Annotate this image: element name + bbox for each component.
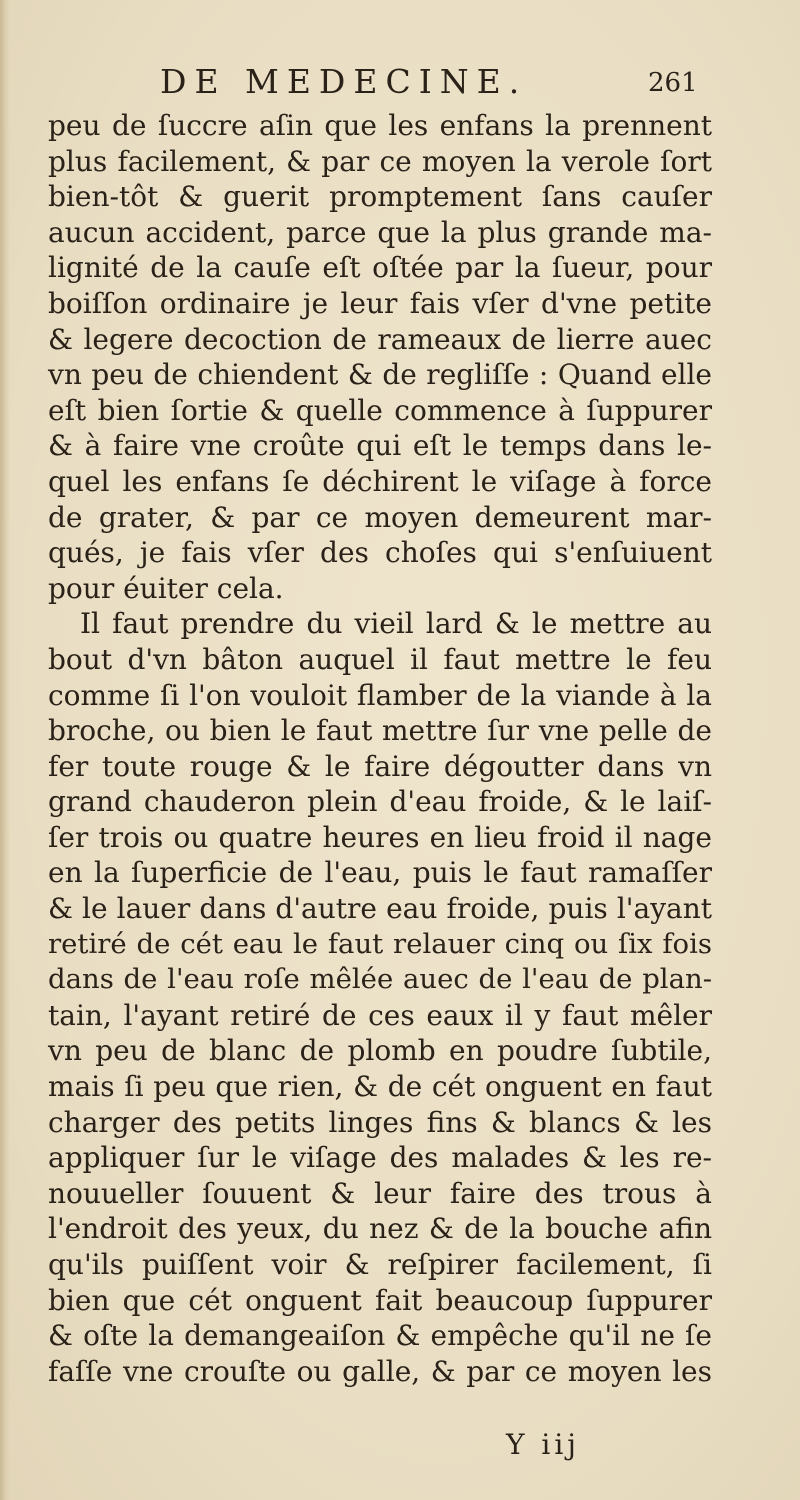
text-line: bien-tôt & guerit promptement ſans cauſer [48, 180, 712, 214]
text-line: quel les enfans ſe déchirent le viſage à force [48, 464, 712, 498]
text-line: tain, l'ayant retiré de ces eaux il y faut mêler [48, 998, 712, 1032]
text-line: vn peu de chiendent & de regliſſe : Quand elle [48, 358, 712, 392]
text-line: ſer trois ou quatre heures en lieu froid il nage [48, 820, 712, 854]
text-line: & legere decoction de rameaux de lierre auec [48, 322, 712, 356]
text-line: plus facilement, & par ce moyen la verole ſort [48, 144, 712, 178]
signature-mark: Y iij [506, 1428, 580, 1461]
text-line: eſt bien ſortie & quelle commence à ſuppurer [48, 393, 712, 427]
body-text [48, 108, 712, 1408]
text-line: fer toute rouge & le faire dégoutter dans vn [48, 749, 712, 783]
text-line: boiſſon ordinaire je leur fais vſer d'vne petite [48, 286, 712, 320]
text-line: nouueller ſouuent & leur faire des trous à [48, 1176, 712, 1210]
text-line: grand chauderon plein d'eau froide, & le laiſ- [48, 785, 712, 819]
text-line: retiré de cét eau le faut relauer cinq ou ſix fois [48, 927, 712, 960]
text-line: qués, je fais vſer des choſes qui s'enſuiuent [48, 536, 712, 570]
text-line: bout d'vn bâton auquel il faut mettre le feu [48, 642, 712, 676]
text-line: & à faire vne croûte qui eſt le temps dans le- [48, 429, 712, 463]
text-line: & oſte la demangeaiſon & empêche qu'il ne ſe [48, 1319, 712, 1353]
text-line: vn peu de blanc de plomb en poudre ſubtile, [48, 1034, 712, 1068]
text-line: lignité de la cauſe eſt oſtée par la ſueur, pour [48, 251, 712, 285]
text-line: comme ſi l'on vouloit flamber de la viande à la [48, 678, 712, 712]
text-line: & le lauer dans d'autre eau froide, puis l'ayant [48, 892, 712, 926]
text-line: charger des petits linges fins & blancs & les [48, 1105, 712, 1139]
text-line: l'endroit des yeux, du nez & de la bouche afin [48, 1212, 712, 1246]
text-line: de grater, & par ce moyen demeurent mar- [48, 500, 712, 534]
text-line: faſſe vne crouſte ou galle, & par ce moyen les [48, 1354, 712, 1388]
text-line: qu'ils puiſſent voir & reſpirer facilement, ſi [48, 1248, 712, 1281]
page-header [160, 62, 720, 110]
text-line: dans de l'eau roſe mêlée auec de l'eau de plan- [48, 963, 712, 996]
text-line: appliquer ſur le viſage des malades & les re- [48, 1141, 712, 1175]
paragraph-end-line: pour éuiter cela. [48, 571, 284, 605]
text-line: bien que cét onguent fait beaucoup ſuppurer [48, 1283, 712, 1317]
text-line: aucun accident, parce que la plus grande ma- [48, 215, 712, 249]
text-line: peu de ſuccre aſin que les enfans la prennent [48, 109, 712, 142]
page-number: 261 [648, 68, 698, 98]
page-gutter-shadow [0, 0, 10, 1500]
paragraph-start-line: Il faut prendre du vieil lard & le mettre au [80, 607, 712, 641]
text-line: en la ſuperficie de l'eau, puis le faut ramaſſer [48, 856, 712, 890]
text-line: mais ſi peu que rien, & de cét onguent en faut [48, 1070, 712, 1104]
running-head: DE MEDECINE. [160, 62, 528, 101]
text-line: broche, ou bien le faut mettre ſur vne pelle de [48, 714, 712, 748]
